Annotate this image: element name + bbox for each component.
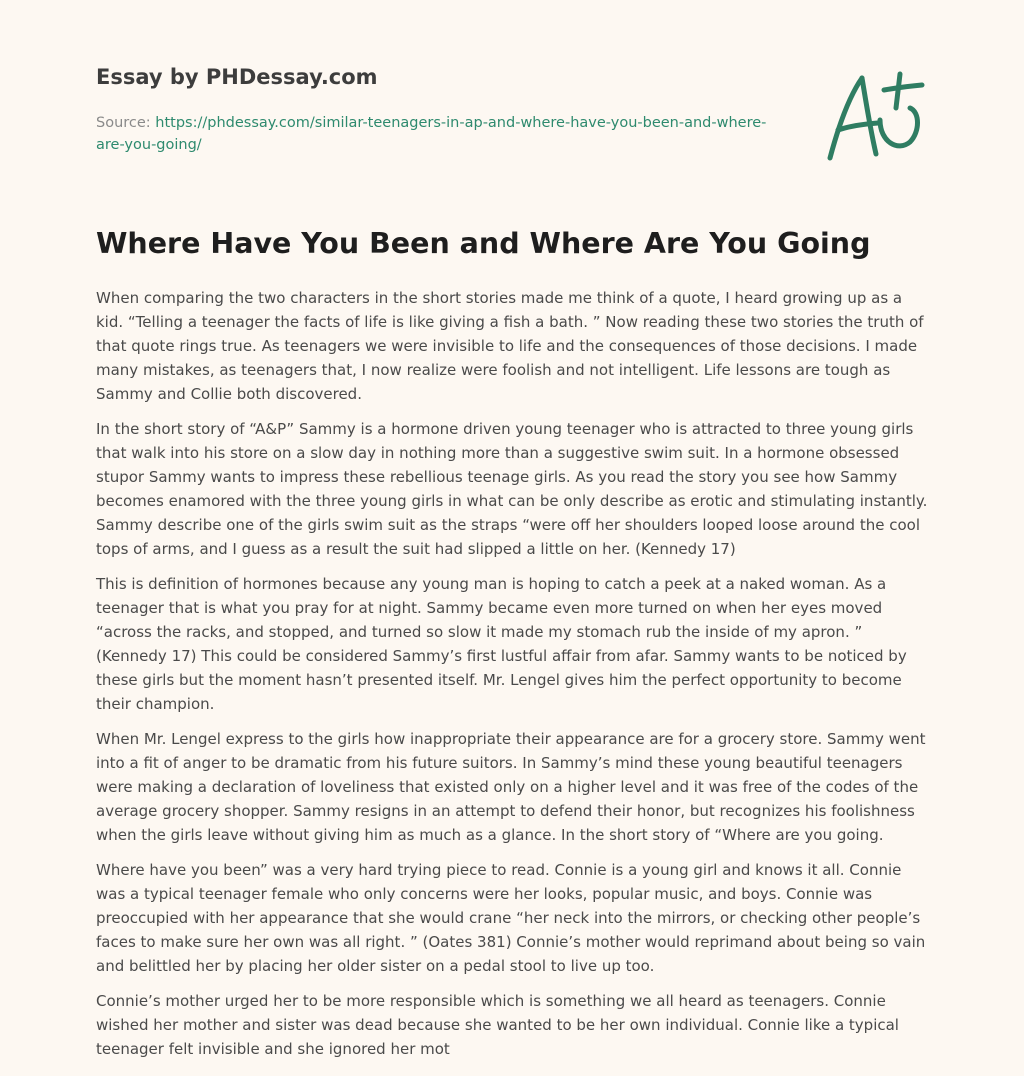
essay-title: Where Have You Been and Where Are You Going <box>96 227 871 260</box>
paragraph: When Mr. Lengel express to the girls how inappropriate their appearance are for a grocery store. Sammy went into a fit of anger to be dramatic from his future suitors. In Sammy’s mind these young beautiful teenagers were making a declaration of loveliness that existed only on a higher level and it was free of the codes of the average grocery shopper. Sammy resigns in an attempt to defend their honor, but recognizes his foolishness when the girls leave without giving him as much as a glance. In the short story of “Where are you going. <box>96 730 926 844</box>
paragraph: When comparing the two characters in the short stories made me think of a quote, I heard growing up as a kid. “Telling a teenager the facts of life is like giving a fish a bath. ” Now reading these two stories the truth of that quote rings true. As teenagers we were invisible to life and the consequences of those decisions. I made many mistakes, as teenagers that, I now realize were foolish and not intelligent. Life lessons are tough as Sammy and Collie both discovered. <box>96 289 924 403</box>
a-plus-logo-icon <box>824 68 928 164</box>
source-line <box>96 112 776 156</box>
paragraph: Where have you been” was a very hard trying piece to read. Connie is a young girl and knows it all. Connie was a typical teenager female who only concerns were her looks, popular music, and boys. Connie was preoccupied with her appearance that she would crane “her neck into the mirrors, or checking other people’s faces to make sure her own was all right. ” (Oates 381) Connie’s mother would reprimand about being so vain and belittled her by placing her older sister on a pedal stool to live up too. <box>96 861 926 975</box>
essay-body <box>96 286 928 1072</box>
source-label: Source: <box>96 115 156 131</box>
paragraph: This is definition of hormones because any young man is hoping to catch a peek at a naked woman. As a teenager that is what you pray for at night. Sammy became even more turned on when her eyes moved “across the racks, and stopped, and turned so slow it made my stomach rub the inside of my apron. ” (Kennedy 17) This could be considered Sammy’s first lustful affair from afar. Sammy wants to be noticed by these girls but the moment hasn’t presented itself. Mr. Lengel gives him the perfect opportunity to become their champion. <box>96 575 907 713</box>
source-link[interactable]: https://phdessay.com/similar-teenagers-in-ap-and-where-have-you-been-and-where-are-you-going/ <box>96 115 767 153</box>
paragraph: In the short story of “A&P” Sammy is a hormone driven young teenager who is attracted to three young girls that walk into his store on a slow day in nothing more than a suggestive swim suit. In a hormone obsessed stupor Sammy wants to impress these rebellious teenage girls. As you read the story you see how Sammy becomes enamored with the three young girls in what can be only describe as erotic and stimulating instantly. Sammy describe one of the girls swim suit as the straps “were off her shoulders looped loose around the cool tops of arms, and I guess as a result the suit had slipped a little on her. (Kennedy 17) <box>96 420 928 558</box>
paragraph: Connie’s mother urged her to be more responsible which is something we all heard as teenagers. Connie wished her mother and sister was dead because she wanted to be her own individual. Connie like a typical teenager felt invisible and she ignored her mot <box>96 992 899 1058</box>
brand-title: Essay by PHDessay.com <box>96 65 378 89</box>
